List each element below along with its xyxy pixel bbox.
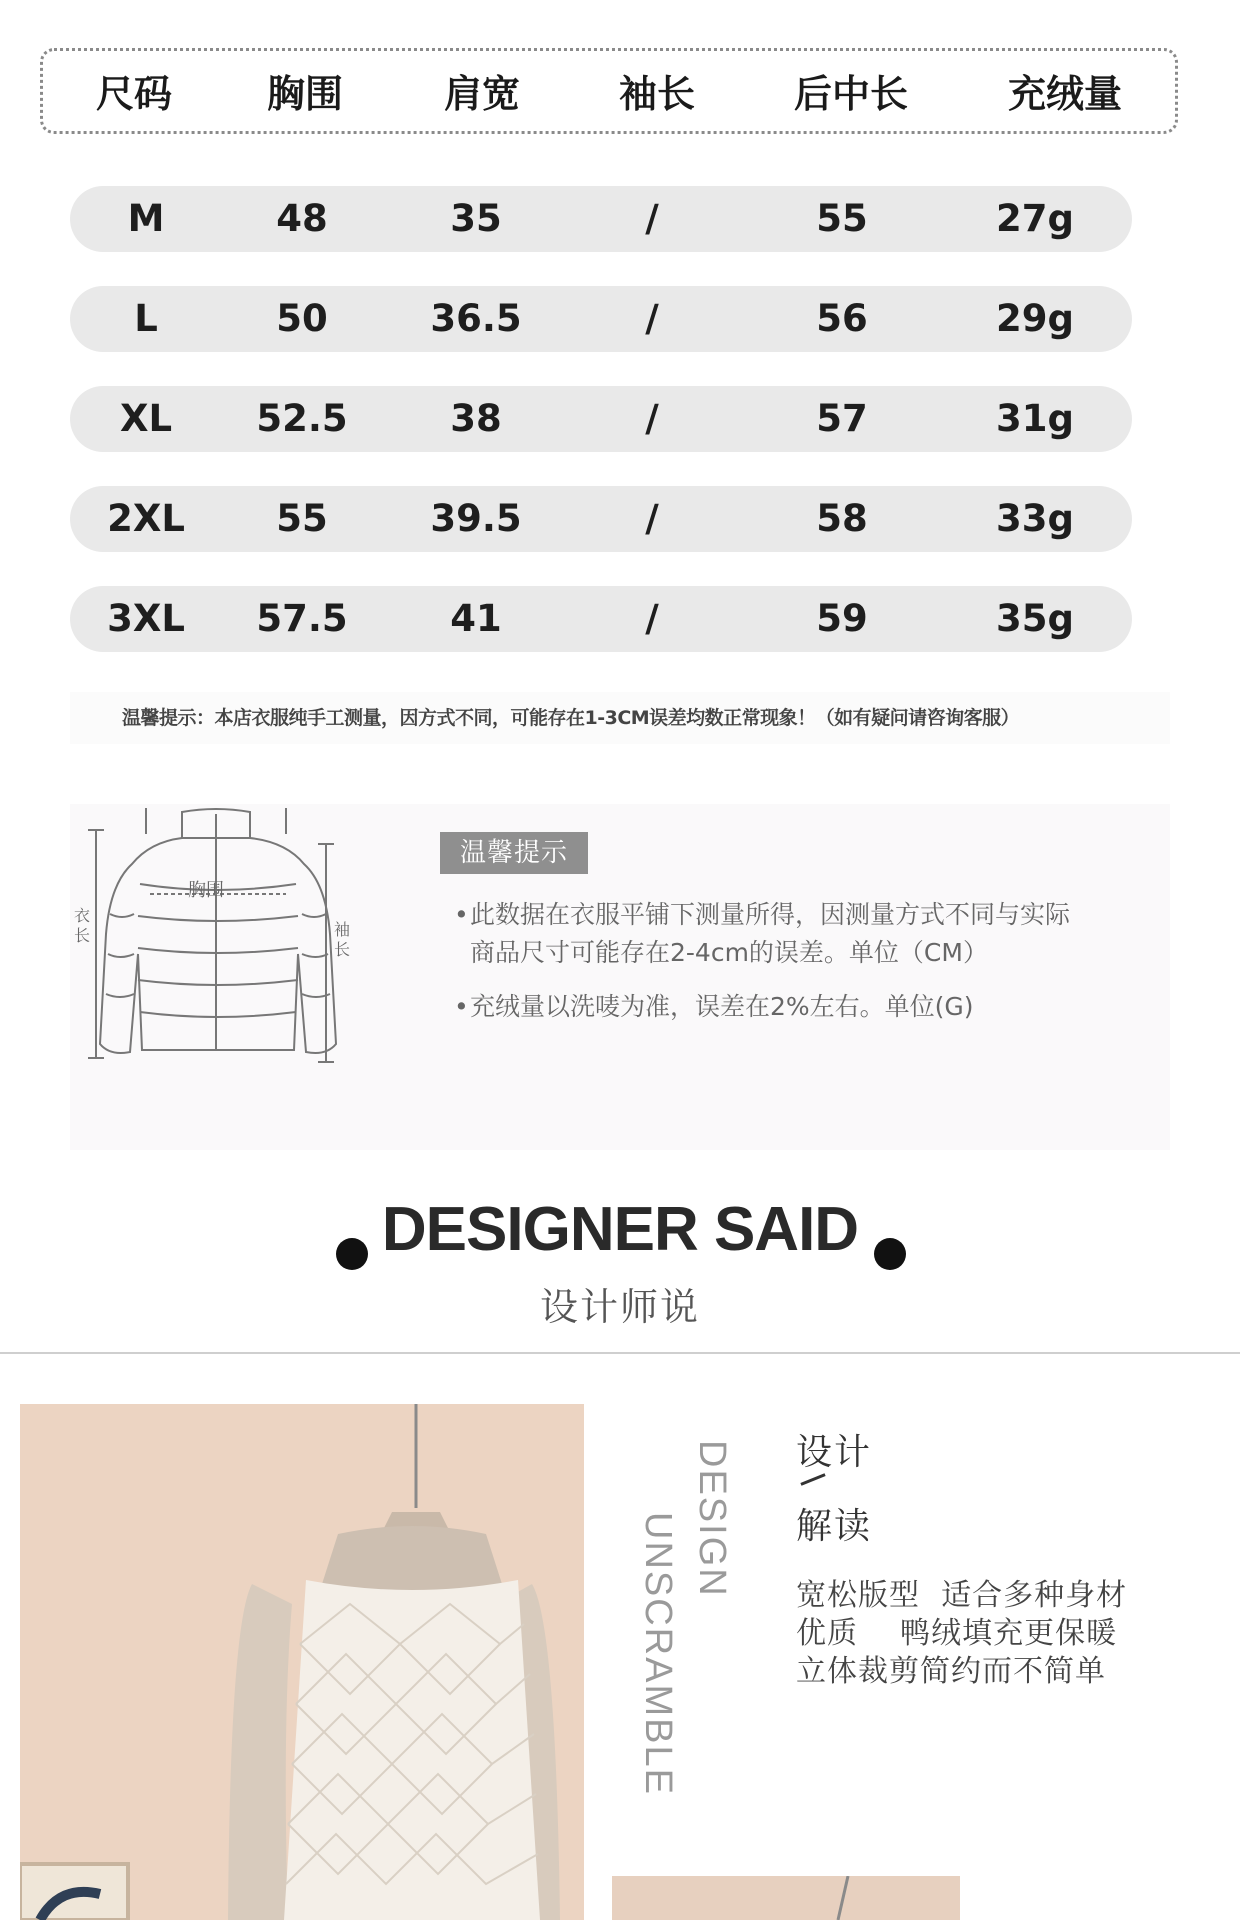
cell-chest: 50 bbox=[276, 297, 328, 340]
header-sleeve: 袖长 bbox=[618, 72, 696, 116]
cell-down-fill: 29g bbox=[996, 297, 1074, 340]
tip-item: 商品尺寸可能存在2-4cm的误差。单位（CM） bbox=[470, 938, 988, 967]
design-desc-line: 立体裁剪简约而不简单 bbox=[796, 1654, 1106, 1689]
table-row bbox=[70, 486, 1132, 552]
designer-subtitle: 设计师说 bbox=[539, 1285, 700, 1329]
design-desc-line: 优质 鸭绒填充更保暖 bbox=[796, 1616, 1118, 1651]
vertical-design-text: DESIGN bbox=[691, 1440, 733, 1598]
cell-size: 3XL bbox=[107, 597, 185, 640]
cell-size: 2XL bbox=[107, 497, 185, 540]
table-row bbox=[70, 186, 1132, 252]
product-photo bbox=[20, 1404, 584, 1920]
cell-down-fill: 33g bbox=[996, 497, 1074, 540]
table-row bbox=[70, 286, 1132, 352]
cell-chest: 55 bbox=[276, 497, 328, 540]
cell-back-length: 59 bbox=[816, 597, 868, 640]
cell-sleeve: / bbox=[645, 497, 659, 540]
cell-sleeve: / bbox=[645, 597, 659, 640]
tip-item: •充绒量以洗唛为准，误差在2%左右。单位(G) bbox=[454, 992, 974, 1021]
cell-down-fill: 31g bbox=[996, 397, 1074, 440]
cell-shoulder: 39.5 bbox=[430, 497, 522, 540]
diagram-chest-label: 胸围 bbox=[188, 880, 224, 901]
cell-sleeve: / bbox=[645, 197, 659, 240]
designer-title: DESIGNER SAID bbox=[381, 1195, 859, 1264]
cell-chest: 52.5 bbox=[256, 397, 348, 440]
header-down-fill: 充绒量 bbox=[1007, 72, 1123, 116]
vest-image-icon bbox=[20, 1404, 584, 1920]
product-photo-small bbox=[612, 1876, 960, 1920]
cell-shoulder: 41 bbox=[450, 597, 502, 640]
tips-badge: 温馨提示 bbox=[440, 832, 588, 874]
section-divider bbox=[0, 1352, 1240, 1354]
measurement-panel bbox=[70, 804, 1170, 1150]
cell-size: XL bbox=[119, 397, 173, 440]
tip-item: •此数据在衣服平铺下测量所得，因测量方式不同与实际 bbox=[454, 900, 1071, 929]
cell-back-length: 58 bbox=[816, 497, 868, 540]
cell-sleeve: / bbox=[645, 297, 659, 340]
cell-back-length: 55 bbox=[816, 197, 868, 240]
header-shoulder: 肩宽 bbox=[443, 72, 521, 116]
slash-divider bbox=[800, 1473, 825, 1486]
cell-down-fill: 35g bbox=[996, 597, 1074, 640]
table-row bbox=[70, 386, 1132, 452]
cell-shoulder: 35 bbox=[450, 197, 502, 240]
cell-sleeve: / bbox=[645, 397, 659, 440]
cell-size: M bbox=[127, 197, 165, 240]
cell-back-length: 57 bbox=[816, 397, 868, 440]
cell-size: L bbox=[134, 297, 158, 340]
cell-back-length: 56 bbox=[816, 297, 868, 340]
cell-shoulder: 38 bbox=[450, 397, 502, 440]
header-chest: 胸围 bbox=[266, 72, 344, 116]
bullet-dot bbox=[874, 1238, 906, 1270]
measurement-notice: 温馨提示：本店衣服纯手工测量，因方式不同，可能存在1-3CM误差均数正常现象！（如有疑问请咨询客服） bbox=[70, 692, 1170, 744]
size-table-header bbox=[40, 48, 1178, 134]
cell-shoulder: 36.5 bbox=[430, 297, 522, 340]
hanger-image-icon bbox=[612, 1876, 960, 1920]
diagram-length-label: 衣长 bbox=[74, 906, 91, 945]
cell-chest: 57.5 bbox=[256, 597, 348, 640]
diagram-sleeve-label: 袖长 bbox=[334, 920, 351, 959]
vertical-unscramble-text: UNSCRAMBLE bbox=[637, 1512, 679, 1796]
design-desc-line: 宽松版型 适合多种身材 bbox=[796, 1578, 1128, 1613]
header-back-length: 后中长 bbox=[793, 72, 909, 116]
table-row bbox=[70, 586, 1132, 652]
cell-chest: 48 bbox=[276, 197, 328, 240]
interpret-heading: 解读 bbox=[796, 1506, 873, 1547]
cell-down-fill: 27g bbox=[996, 197, 1074, 240]
header-size: 尺码 bbox=[95, 72, 173, 116]
design-heading: 设计 bbox=[796, 1432, 873, 1473]
